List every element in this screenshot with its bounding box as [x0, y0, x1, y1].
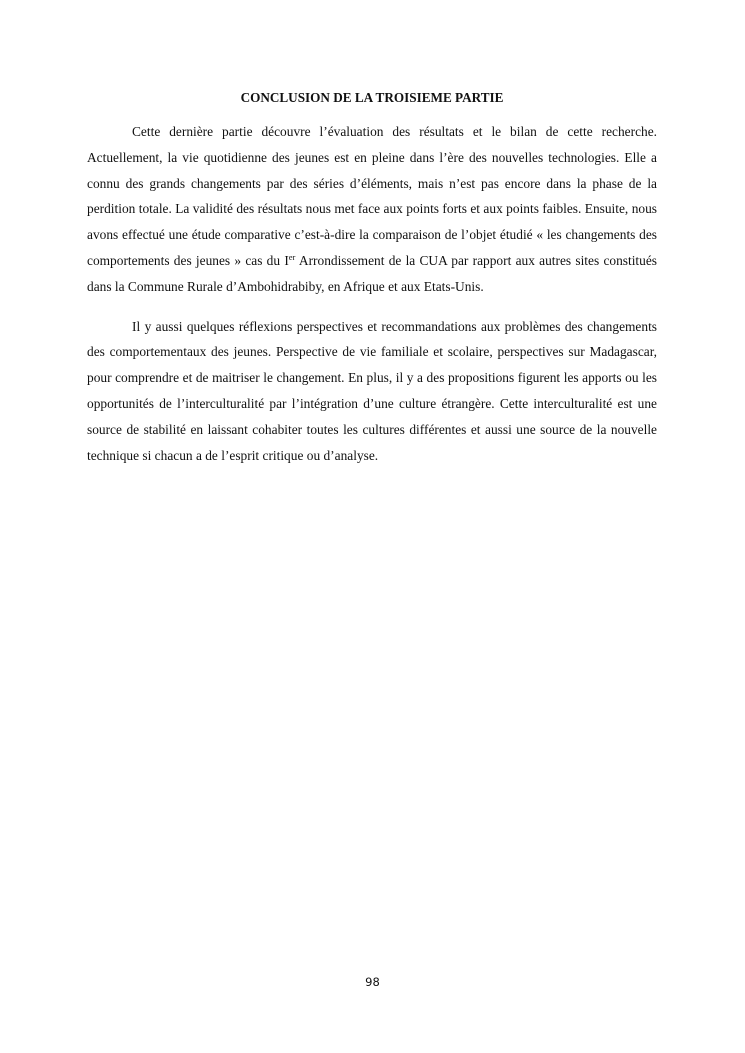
superscript-er: er [288, 251, 296, 262]
section-title: CONCLUSION DE LA TROISIEME PARTIE [240, 90, 504, 105]
paragraph-1 [87, 119, 657, 300]
paragraph-1-text-before: Cette dernière partie découvre l’évaluation des résultats et le bilan de cette recherche. Actuellement, la vie quotidienne des jeunes est en pleine dans l’ère des nouvelles technologies. Elle a connu des grands changements par des séries d’éléments, mais n’est pas encore dans la phase de la perdition totale. La validité des résultats nous met face aux points forts et aux points faibles. Ensuite, nous avons effectué une étude comparative c’est-à-dire la comparaison de l’objet étudié « les changements des comportements des jeunes » cas du I [87, 124, 657, 268]
paragraph-2: Il y aussi quelques réflexions perspectives et recommandations aux problèmes des changements des comportementaux des jeunes. Perspective de vie familiale et scolaire, perspectives sur Madagascar, pour comprendre et de maitriser le changement. En plus, il y a des propositions figurent les apports ou les opportunités de l’interculturalité par l’intégration d’une culture étrangère. Cette interculturalité est une source de stabilité en laissant cohabiter toutes les cultures différentes et aussi une source de la nouvelle technique si chacun a de l’esprit critique ou d’analyse. [87, 318, 657, 463]
page-number: 98 [365, 975, 380, 989]
page-content [87, 89, 657, 482]
paragraph-1-text-after: Arrondissement de la CUA par rapport aux autres sites constitués dans la Commune Rurale d’Ambohidrabiby, en Afrique et aux Etats-Unis. [87, 252, 657, 294]
